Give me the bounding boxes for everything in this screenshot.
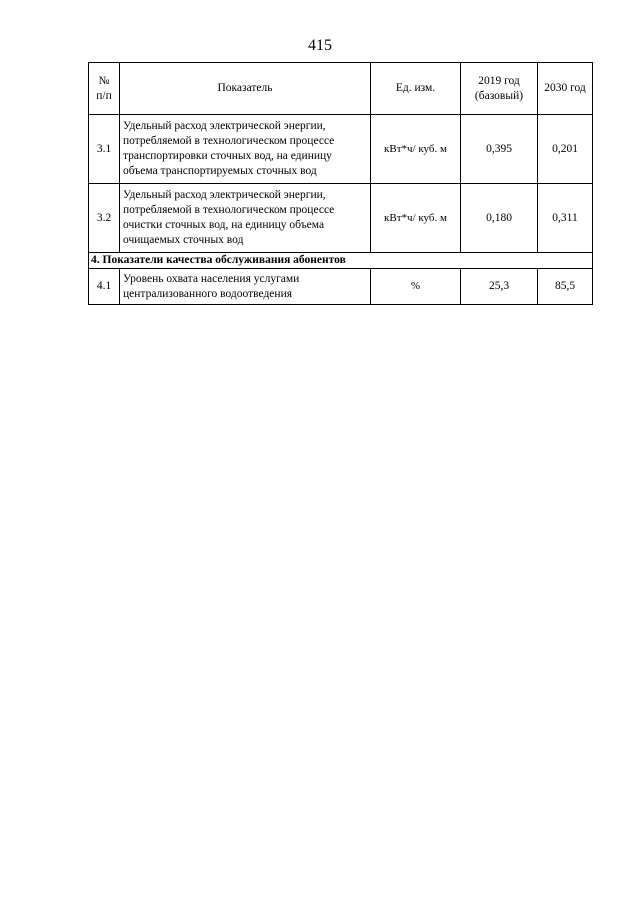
indicator-line: очищаемых сточных вод [123,234,244,246]
header-num [89,63,120,115]
indicator-line: транспортировки сточных вод, на единицу [123,150,332,162]
header-base-line2: (базовый) [474,89,524,102]
header-base-line1: 2019 год [478,74,520,87]
row-base-value: 0,180 [461,184,538,253]
indicator-line: объема транспортируемых сточных вод [123,165,317,177]
indicator-line: Удельный расход электрической энергии, [123,120,326,132]
row-target-value: 0,201 [538,115,593,184]
indicator-line: централизованного водоотведения [123,287,293,300]
row-indicator [120,269,371,305]
row-num: 3.1 [89,115,120,184]
table-row [89,269,593,305]
row-unit: % [371,269,461,305]
section-header-row [89,253,593,269]
table-header-row [89,63,593,115]
indicators-table [88,62,593,305]
table-row [89,115,593,184]
row-num: 4.1 [89,269,120,305]
row-num: 3.2 [89,184,120,253]
row-indicator [120,184,371,253]
header-target-year: 2030 год [538,63,593,115]
row-indicator [120,115,371,184]
page-number: 415 [308,37,332,54]
indicator-line: очистки сточных вод, на единицу объема [123,219,325,231]
section-title: 4. Показатели качества обслуживания абонентов [89,253,593,269]
row-base-value: 0,395 [461,115,538,184]
row-unit: кВт*ч/ куб. м [371,115,461,184]
indicator-line: Удельный расход электрической энергии, [123,189,326,201]
row-target-value: 0,311 [538,184,593,253]
header-num-line2: п/п [96,89,112,102]
header-base-year [461,63,538,115]
header-indicator: Показатель [120,63,371,115]
header-num-line1: № [98,74,110,87]
table-row [89,184,593,253]
row-base-value: 25,3 [461,269,538,305]
row-unit: кВт*ч/ куб. м [371,184,461,253]
indicator-line: потребляемой в технологическом процессе [123,135,335,147]
indicator-line: потребляемой в технологическом процессе [123,204,335,216]
row-target-value: 85,5 [538,269,593,305]
indicator-line: Уровень охвата населения услугами [123,272,300,285]
header-unit: Ед. изм. [371,63,461,115]
